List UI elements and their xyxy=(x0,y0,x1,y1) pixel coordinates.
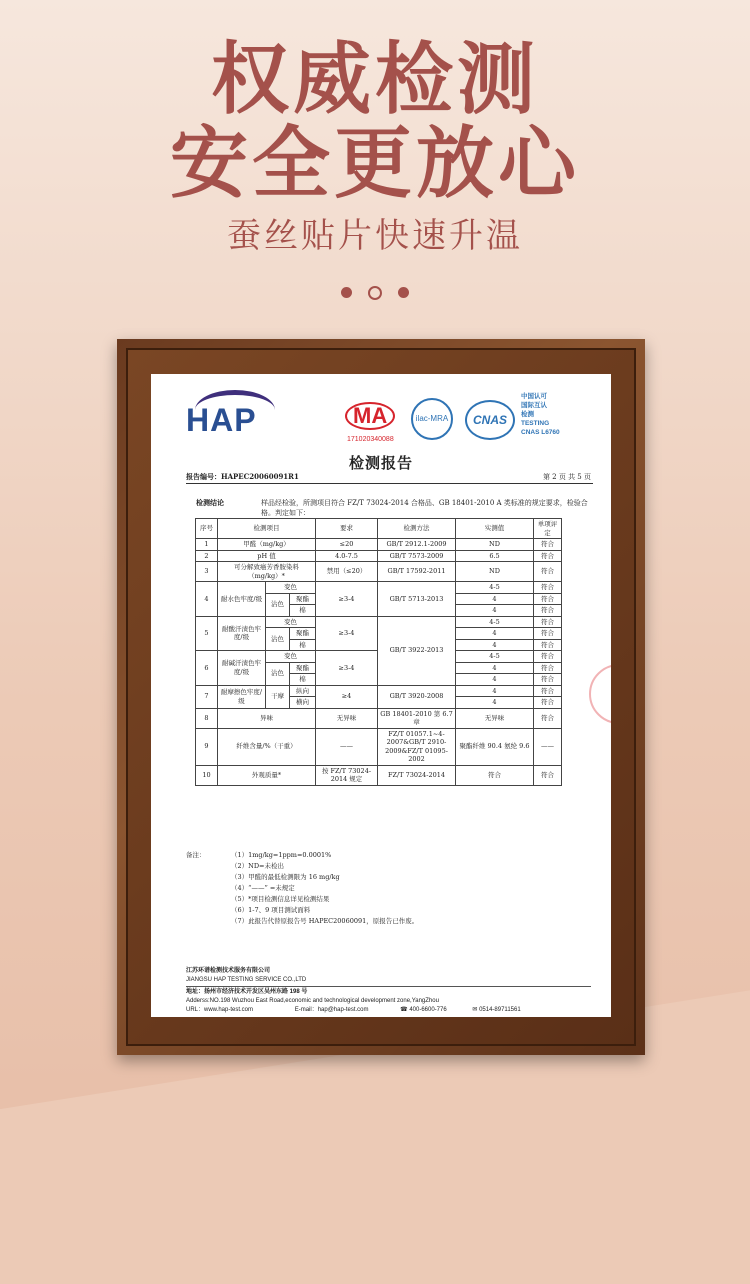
table-header-row: 序号 检测项目 要求 检测方法 实测值 单项评定 xyxy=(196,519,562,539)
hero-title-line2: 安全更放心 xyxy=(169,119,580,209)
table-row: 8 异味 无异味 GB 18401-2010 第 6.7 章 无异味 符合 xyxy=(196,708,562,728)
company-name-cn: 江苏环谱检测技术服务有限公司 xyxy=(186,968,271,974)
cma-number: 171020340088 xyxy=(347,436,394,443)
url-text: URL：www.hap-test.com xyxy=(186,1007,254,1013)
carousel-dot-active[interactable] xyxy=(368,286,382,300)
conclusion-text: 样品经检验，所测项目符合 FZ/T 73024-2014 合格品、GB 18401-2010 A 类标准的规定要求，检验合格。判定如下： xyxy=(261,499,588,517)
fax-icon: ✉ xyxy=(472,1007,478,1013)
email-text: E-mail：hap@hap-test.com xyxy=(294,1007,369,1013)
table-row: 7 耐摩擦色牢度/级 干摩 纵向 ≥4 GB/T 3920-2008 4 符合 xyxy=(196,685,562,697)
address-en: Adderss:NO.198 Wuzhou East Road,economic and technological development zone,YangZhou xyxy=(186,998,439,1004)
report-footer xyxy=(186,967,591,1015)
page-indicator: 第 2 页 共 5 页 xyxy=(542,473,591,481)
official-seal xyxy=(589,664,611,724)
table-row: 6 耐碱汗渍色牢度/级 变色 ≥3-4 4-5 符合 xyxy=(196,651,562,663)
table-row: 9 纤维含量/%（干重） —— FZ/T 01057.1~4-2007&GB/T 2910-2009&FZ/T 01095-2002 聚酯纤维 90.4 氨纶 9.6 —— xyxy=(196,728,562,765)
results-table: 序号 检测项目 要求 检测方法 实测值 单项评定 1 甲醛（mg/kg） ≤20 GB/T 2912.1-2009 ND 符合 2 pH 值 4.0-7.5 GB/T 7573-2009 6.5 符合 3 可分解致癌芳香胺染料（mg/kg）* 禁用（≤20） GB/T 17592-2011 ND 符合 4 耐水色牢度/级 变色 ≥3-4 GB/T 5713-2013 4-5 符合 沾色 聚酯 4 符合 棉 4 符合 5 耐酸汗渍色牢度/级 变色 ≥3-4 GB/T 3922-2013 4-5 符合 沾色 聚酯 4 符合 棉 4 符合 6 耐碱汗渍色牢度/级 变色 ≥3-4 4-5 符合 沾色 聚酯 4 符合 棉 4 符合 7 耐摩擦色牢度/级 干摩 纵向 ≥4 GB/T 3920-2008 4 符合 横向 4 符合 8 异味 无异味 GB 18401-2010 第 6.7 章 无异味 符合 9 纤维含量/%（干重） —— FZ/T 01057.1~4-2007&GB/T 2910-2009&FZ/T 01095-2002 聚酯纤维 90.4 氨纶 9.6 —— 10 外观质量* 按 FZ/T 73024-2014 规定 FZ/T 73024-2014 符合 符合 xyxy=(195,518,562,786)
hero-title-line1: 权威检测 xyxy=(210,35,539,125)
table-row: 2 pH 值 4.0-7.5 GB/T 7573-2009 6.5 符合 xyxy=(196,550,562,562)
cnas-caption: 中国认可 国际互认 检测 TESTING CNAS L6760 xyxy=(521,393,560,436)
address-cn: 地址：扬州市经济技术开发区吴州东路 198 号 xyxy=(186,989,308,995)
contact-line xyxy=(186,1006,591,1015)
carousel-dot[interactable] xyxy=(398,287,409,298)
hap-logo: HAP xyxy=(186,402,257,438)
table-row: 3 可分解致癌芳香胺染料（mg/kg）* 禁用（≤20） GB/T 17592-2011 ND 符合 xyxy=(196,562,562,582)
carousel-dot[interactable] xyxy=(341,287,352,298)
table-row: 4 耐水色牢度/级 变色 ≥3-4 GB/T 5713-2013 4-5 符合 xyxy=(196,582,562,594)
report-title: 检测报告 xyxy=(348,454,413,472)
conclusion-label: 检测结论 xyxy=(196,498,224,507)
table-row: 10 外观质量* 按 FZ/T 73024-2014 规定 FZ/T 73024-2014 符合 符合 xyxy=(196,765,562,785)
ilac-mra-logo: ilac-MRA xyxy=(411,398,453,440)
carousel-dots xyxy=(0,282,750,301)
report-number: 报告编号：HAPEC20060091R1 xyxy=(186,472,299,481)
test-report-document xyxy=(151,374,611,1017)
phone-text: 400-6600-776 xyxy=(409,1007,447,1013)
table-row: 1 甲醛（mg/kg） ≤20 GB/T 2912.1-2009 ND 符合 xyxy=(196,539,562,551)
table-row: 5 耐酸汗渍色牢度/级 变色 ≥3-4 GB/T 3922-2013 4-5 符合 xyxy=(196,616,562,628)
cnas-logo: CNAS xyxy=(465,400,515,440)
fax-text: 0514-89711561 xyxy=(479,1007,521,1013)
phone-icon: ☎ xyxy=(400,1007,408,1013)
notes-label: 备注： xyxy=(186,851,206,859)
certificate-frame xyxy=(117,339,645,1055)
cma-logo: MA xyxy=(345,402,395,430)
company-name-en: JIANGSU HAP TESTING SERVICE CO.,LTD xyxy=(186,977,307,983)
hero-subtitle: 蚕丝贴片快速升温 xyxy=(227,216,523,256)
notes-section: 备注： （1）1mg/kg=1ppm=0.0001% （2）ND=未检出 （3）甲醛的最低检测限为 16 mg/kg （4）“——” =未规定 （5）*项目检测信息详见检测结果 （6）1-7、9 项目测试面料 （7）此报告代替原报告号 HAPEC20060091，原报告已作废。 xyxy=(186,851,419,925)
